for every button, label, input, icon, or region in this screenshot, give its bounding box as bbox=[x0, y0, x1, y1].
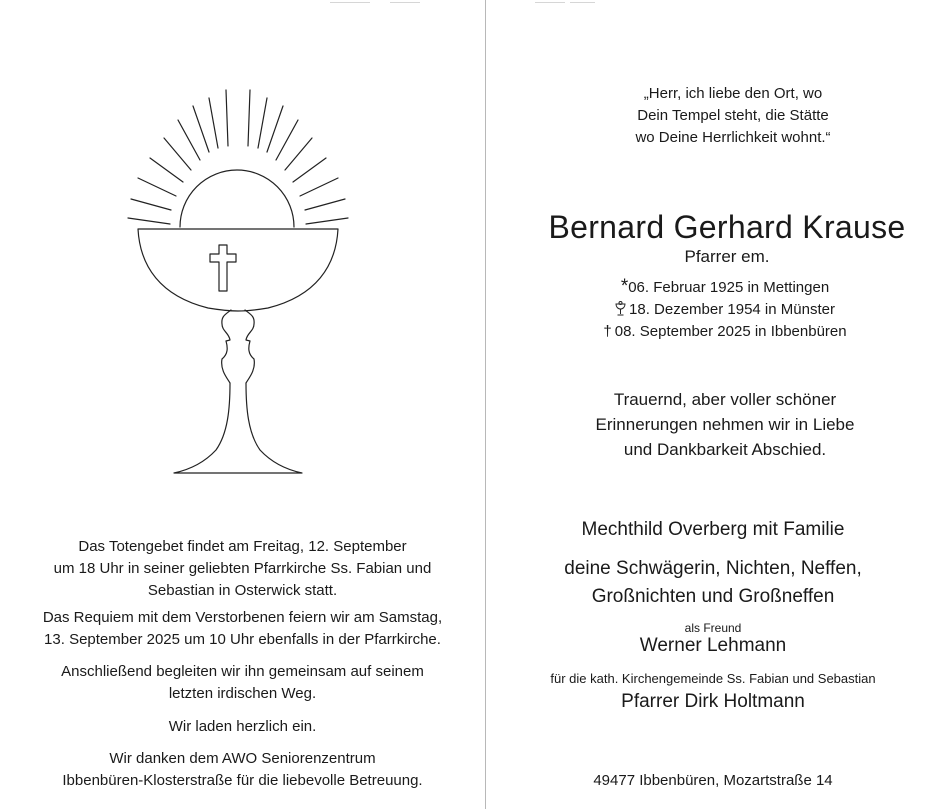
mourning-text bbox=[486, 387, 940, 462]
family-line-2: deine Schwägerin, Nichten, Neffen, bbox=[564, 558, 862, 579]
invitation-paragraph bbox=[0, 716, 485, 738]
text-line: und Dankbarkeit Abschied. bbox=[623, 440, 827, 459]
text-line: um 18 Uhr in seiner geliebten Pfarrkirche Ss. Fabian und bbox=[53, 560, 432, 577]
family-line-1: Mechthild Overberg mit Familie bbox=[581, 519, 845, 540]
sun-rays bbox=[128, 90, 348, 224]
cross-icon bbox=[210, 245, 236, 291]
host-icon bbox=[180, 170, 294, 227]
family-line-3: Großnichten und Großneffen bbox=[591, 586, 835, 607]
friend-label: als Freund bbox=[684, 621, 742, 635]
born-text: 06. Februar 1925 in Mettingen bbox=[628, 279, 830, 296]
died-text: 08. September 2025 in Ibbenbüren bbox=[614, 323, 847, 340]
text-line: Anschließend begleiten wir ihn gemeinsam auf seinem bbox=[61, 663, 424, 680]
life-dates bbox=[486, 276, 940, 343]
chalice-stem bbox=[174, 383, 302, 473]
text-line: Ibbenbüren-Klosterstraße für die liebevolle Betreuung. bbox=[62, 772, 423, 789]
bible-quote bbox=[486, 83, 940, 149]
text-line: 13. September 2025 um 10 Uhr ebenfalls in der Pfarrkirche. bbox=[44, 631, 441, 648]
friend-name: Werner Lehmann bbox=[639, 635, 787, 656]
ordained-text: 18. Dezember 1954 in Münster bbox=[629, 301, 835, 318]
vigil-paragraph bbox=[0, 536, 485, 602]
text-line: Sebastian in Osterwick statt. bbox=[147, 582, 338, 599]
text-line: letzten irdischen Weg. bbox=[168, 685, 317, 702]
text-line: Das Totengebet findet am Freitag, 12. September bbox=[78, 538, 407, 555]
text-line: Trauernd, aber voller schöner bbox=[613, 390, 837, 409]
chalice-icon bbox=[118, 78, 358, 478]
requiem-paragraph bbox=[0, 607, 485, 651]
chalice-node-right bbox=[245, 310, 254, 383]
quote-line: Dein Tempel steht, die Stätte bbox=[637, 107, 829, 124]
born-symbol: * bbox=[620, 276, 629, 297]
deceased-title: Pfarrer em. bbox=[684, 247, 770, 266]
thanks-paragraph bbox=[0, 748, 485, 792]
quote-line: „Herr, ich liebe den Ort, wo bbox=[643, 85, 823, 102]
address: 49477 Ibbenbüren, Mozartstraße 14 bbox=[593, 772, 833, 789]
cup-icon bbox=[138, 229, 338, 311]
chalice-small-icon bbox=[615, 299, 626, 321]
ordained-line bbox=[510, 299, 940, 321]
text-line: Wir danken dem AWO Seniorenzentrum bbox=[109, 750, 376, 767]
top-edge-marks bbox=[300, 0, 940, 6]
chalice-node-left bbox=[222, 310, 231, 383]
text-line: Wir laden herzlich ein. bbox=[168, 718, 317, 735]
parish-label: für die kath. Kirchengemeinde Ss. Fabian und Sebastian bbox=[550, 671, 876, 686]
born-line bbox=[510, 276, 940, 299]
text-line: Erinnerungen nehmen wir in Liebe bbox=[595, 415, 855, 434]
quote-line: wo Deine Herrlichkeit wohnt.“ bbox=[635, 129, 831, 146]
priest-name: Pfarrer Dirk Holtmann bbox=[621, 691, 805, 712]
died-symbol: † bbox=[603, 323, 612, 340]
deceased-name: Bernard Gerhard Krause bbox=[548, 209, 906, 245]
text-line: Das Requiem mit dem Verstorbenen feiern wir am Samstag, bbox=[42, 609, 443, 626]
died-line bbox=[510, 321, 940, 343]
burial-paragraph bbox=[0, 661, 485, 705]
